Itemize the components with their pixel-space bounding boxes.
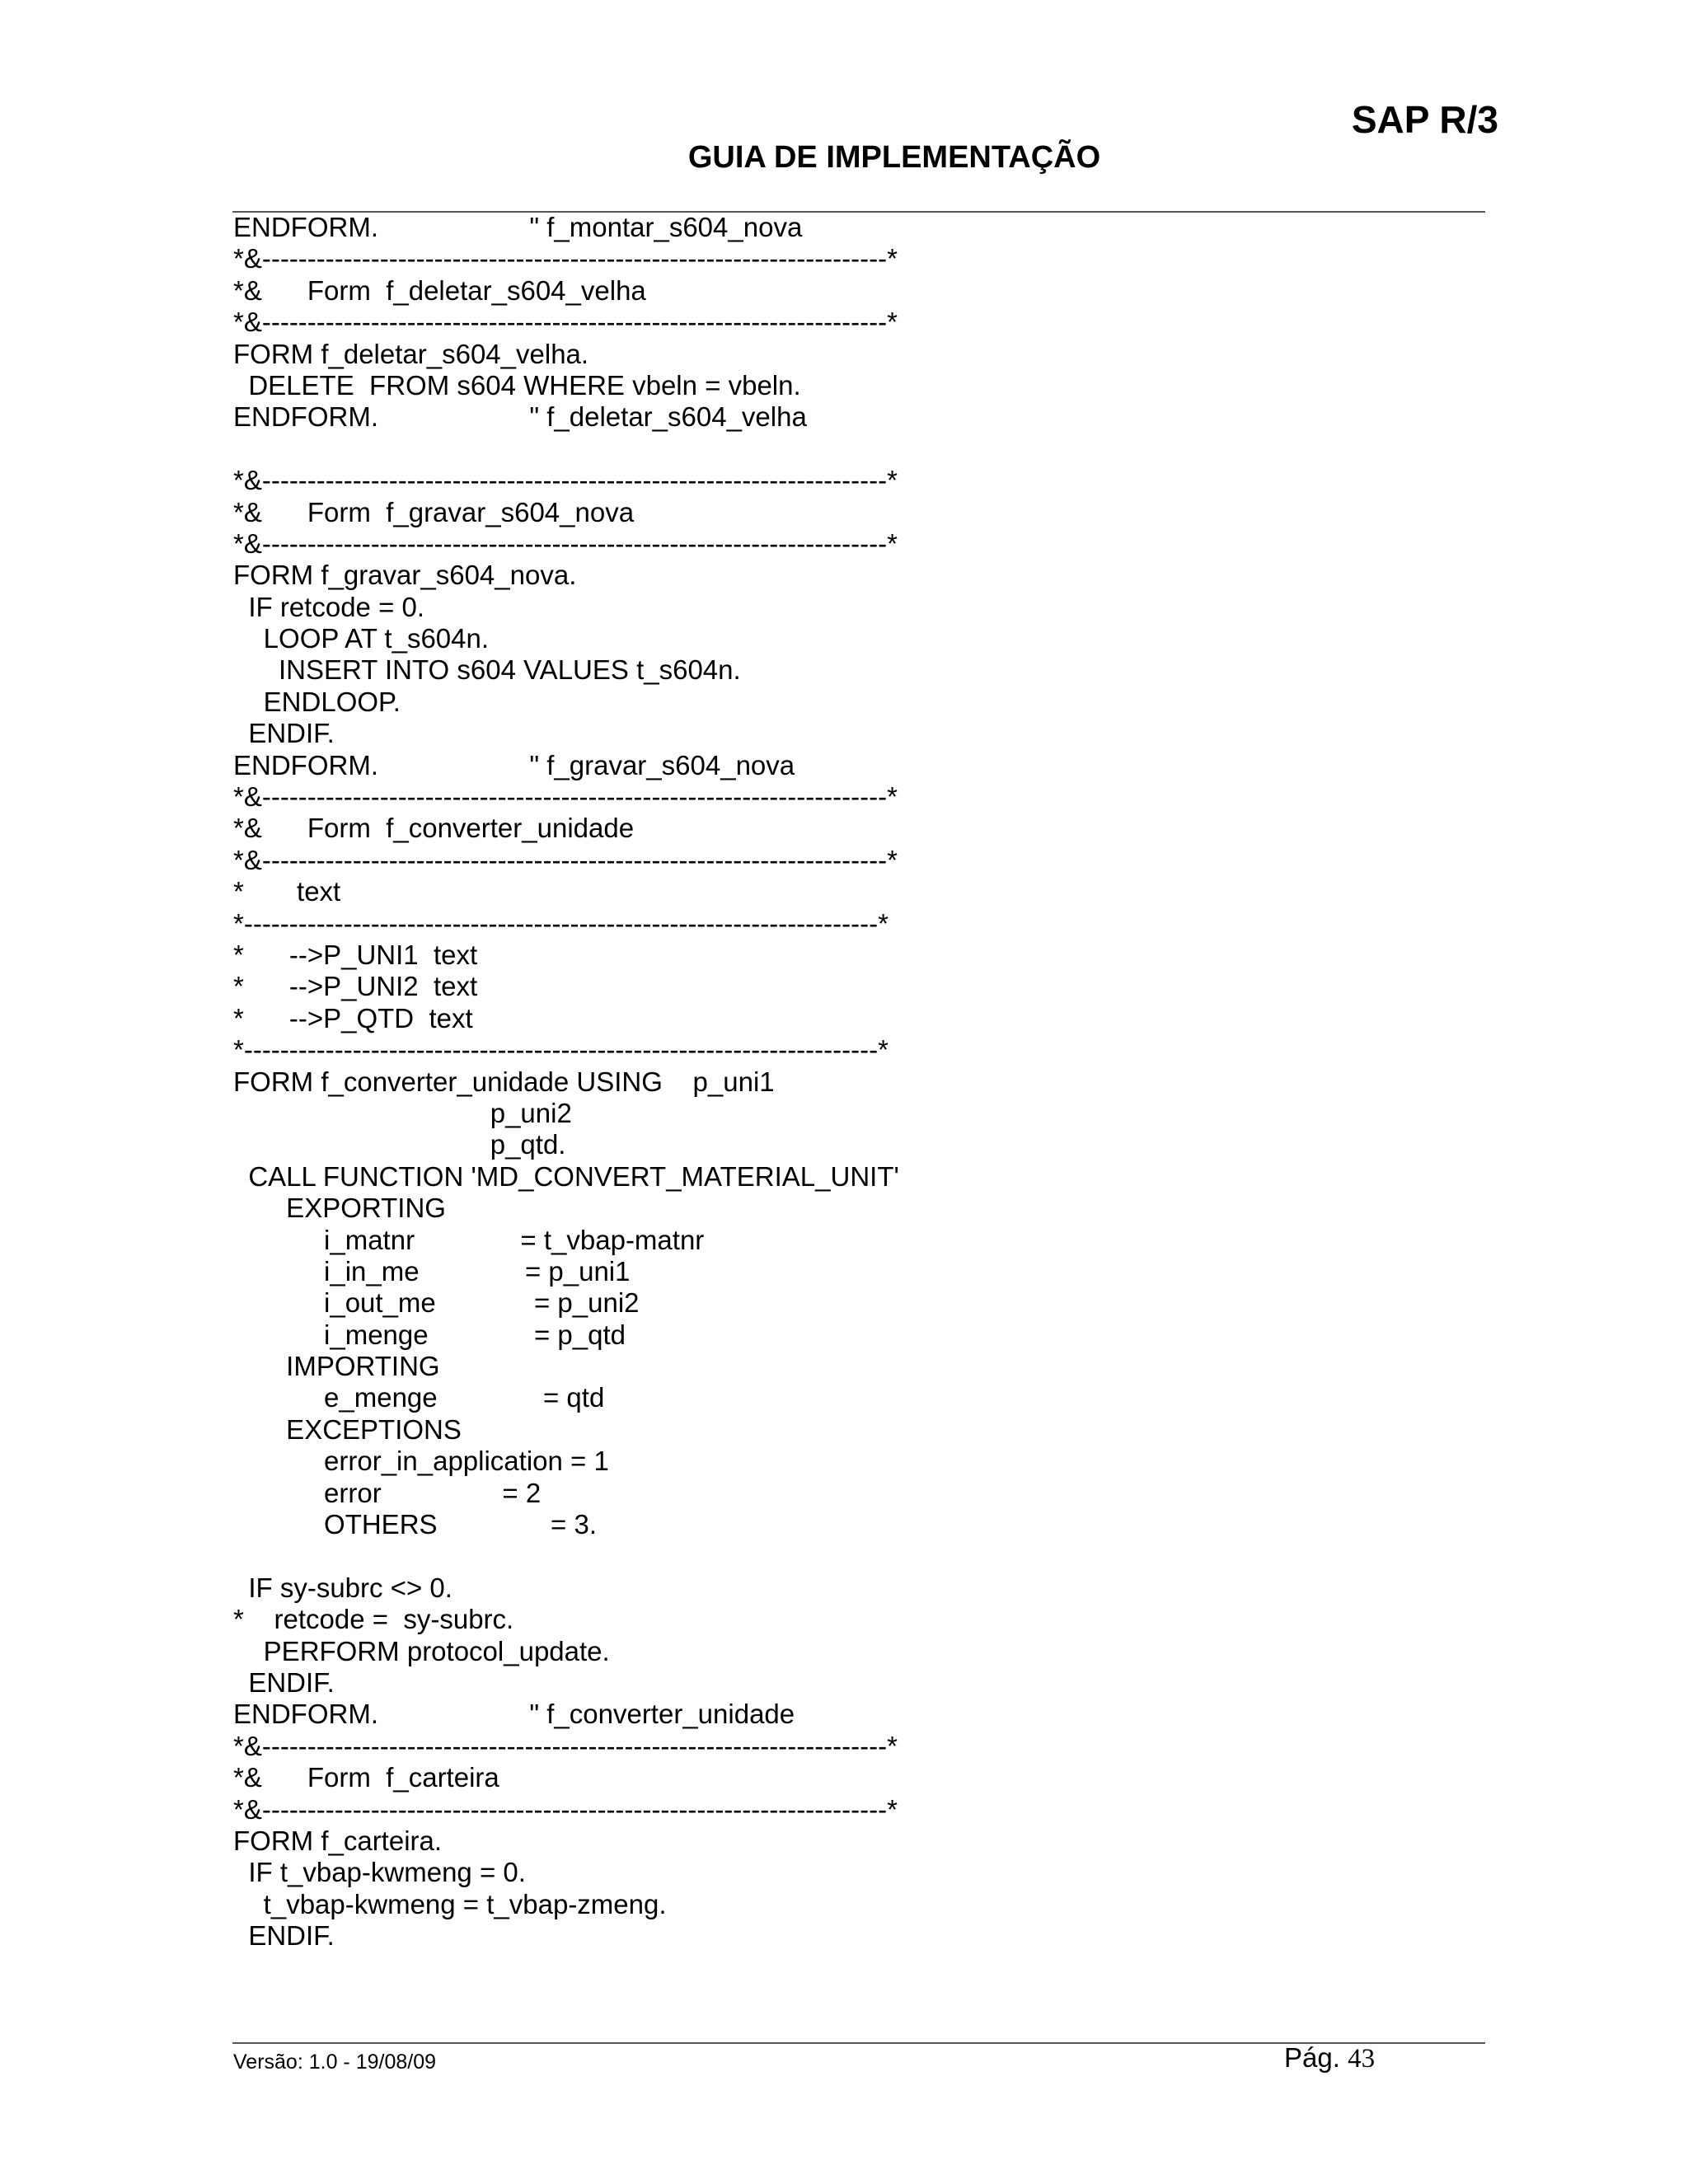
code-line: DELETE FROM s604 WHERE vbeln = vbeln. xyxy=(233,369,801,401)
code-line: *&---------------------------------------------------------------------* xyxy=(233,465,898,496)
code-line xyxy=(233,434,1470,465)
code-line: FORM f_gravar_s604_nova. xyxy=(233,560,577,591)
code-line: * retcode = sy-subrc. xyxy=(233,1604,514,1635)
code-line: i_menge = p_qtd xyxy=(233,1319,626,1350)
code-line: p_uni2 xyxy=(233,1097,572,1128)
code-line: * -->P_QTD text xyxy=(233,1002,473,1033)
page-number xyxy=(1284,2042,1375,2074)
code-line: i_matnr = t_vbap-matnr xyxy=(233,1224,705,1255)
code-line: i_in_me = p_uni1 xyxy=(233,1255,631,1286)
code-line: ENDLOOP. xyxy=(233,686,401,717)
code-line: *&---------------------------------------------------------------------* xyxy=(233,243,898,274)
code-line: ENDFORM. " f_deletar_s604_velha xyxy=(233,401,807,433)
code-line: LOOP AT t_s604n. xyxy=(233,623,490,654)
code-line: INSERT INTO s604 VALUES t_s604n. xyxy=(233,654,741,686)
code-line: CALL FUNCTION 'MD_CONVERT_MATERIAL_UNIT' xyxy=(233,1160,899,1192)
code-line: ENDFORM. " f_gravar_s604_nova xyxy=(233,749,795,780)
code-line: PERFORM protocol_update. xyxy=(233,1635,610,1666)
code-line: ENDIF. xyxy=(233,1666,335,1698)
code-line: * -->P_UNI1 text xyxy=(233,939,478,970)
code-line: *&---------------------------------------------------------------------* xyxy=(233,781,898,813)
code-line: ENDFORM. " f_montar_s604_nova xyxy=(233,212,803,242)
code-line: error_in_application = 1 xyxy=(233,1446,609,1477)
code-line: IF sy-subrc <> 0. xyxy=(233,1572,452,1603)
page-label: Pág. xyxy=(1284,2042,1340,2073)
code-line: ENDIF. xyxy=(233,1920,335,1952)
code-line xyxy=(233,1540,1470,1572)
version-info: Versão: 1.0 - 19/08/09 xyxy=(233,2050,437,2074)
page-number-value: 43 xyxy=(1348,2044,1376,2074)
code-line: FORM f_converter_unidade USING p_uni1 xyxy=(233,1066,775,1097)
code-line: FORM f_deletar_s604_velha. xyxy=(233,338,589,369)
code-line: * text xyxy=(233,876,341,907)
code-listing xyxy=(233,212,1470,1952)
product-name: SAP R/3 xyxy=(1351,98,1498,141)
code-line: *----------------------------------------------------------------------* xyxy=(233,1034,889,1066)
code-line: FORM f_carteira. xyxy=(233,1825,443,1856)
code-line: i_out_me = p_uni2 xyxy=(233,1287,640,1319)
code-line: *----------------------------------------------------------------------* xyxy=(233,907,889,939)
code-line: IF t_vbap-kwmeng = 0. xyxy=(233,1857,526,1888)
code-line: EXCEPTIONS xyxy=(233,1413,462,1445)
code-line: *& Form f_carteira xyxy=(233,1762,499,1793)
code-line: *&---------------------------------------------------------------------* xyxy=(233,1730,898,1761)
code-line: EXPORTING xyxy=(233,1193,446,1224)
code-line: e_menge = qtd xyxy=(233,1382,605,1413)
code-line: * -->P_UNI2 text xyxy=(233,971,478,1002)
code-line: t_vbap-kwmeng = t_vbap-zmeng. xyxy=(233,1888,667,1919)
code-line: *&---------------------------------------------------------------------* xyxy=(233,307,898,338)
code-line: *& Form f_deletar_s604_velha xyxy=(233,274,646,306)
code-line: *& Form f_converter_unidade xyxy=(233,813,635,844)
code-line: ENDIF. xyxy=(233,718,335,749)
code-line: *&---------------------------------------------------------------------* xyxy=(233,527,898,559)
code-line: *&---------------------------------------------------------------------* xyxy=(233,1793,898,1825)
code-line: *& Form f_gravar_s604_nova xyxy=(233,496,635,527)
code-line: ENDFORM. " f_converter_unidade xyxy=(233,1699,795,1730)
document-title: GUIA DE IMPLEMENTAÇÃO xyxy=(687,140,1101,175)
code-line: IMPORTING xyxy=(233,1351,440,1382)
code-line: IF retcode = 0. xyxy=(233,591,425,622)
code-line: *&---------------------------------------------------------------------* xyxy=(233,844,898,875)
code-line: error = 2 xyxy=(233,1477,542,1508)
code-line: p_qtd. xyxy=(233,1129,566,1160)
code-line: OTHERS = 3. xyxy=(233,1509,598,1540)
